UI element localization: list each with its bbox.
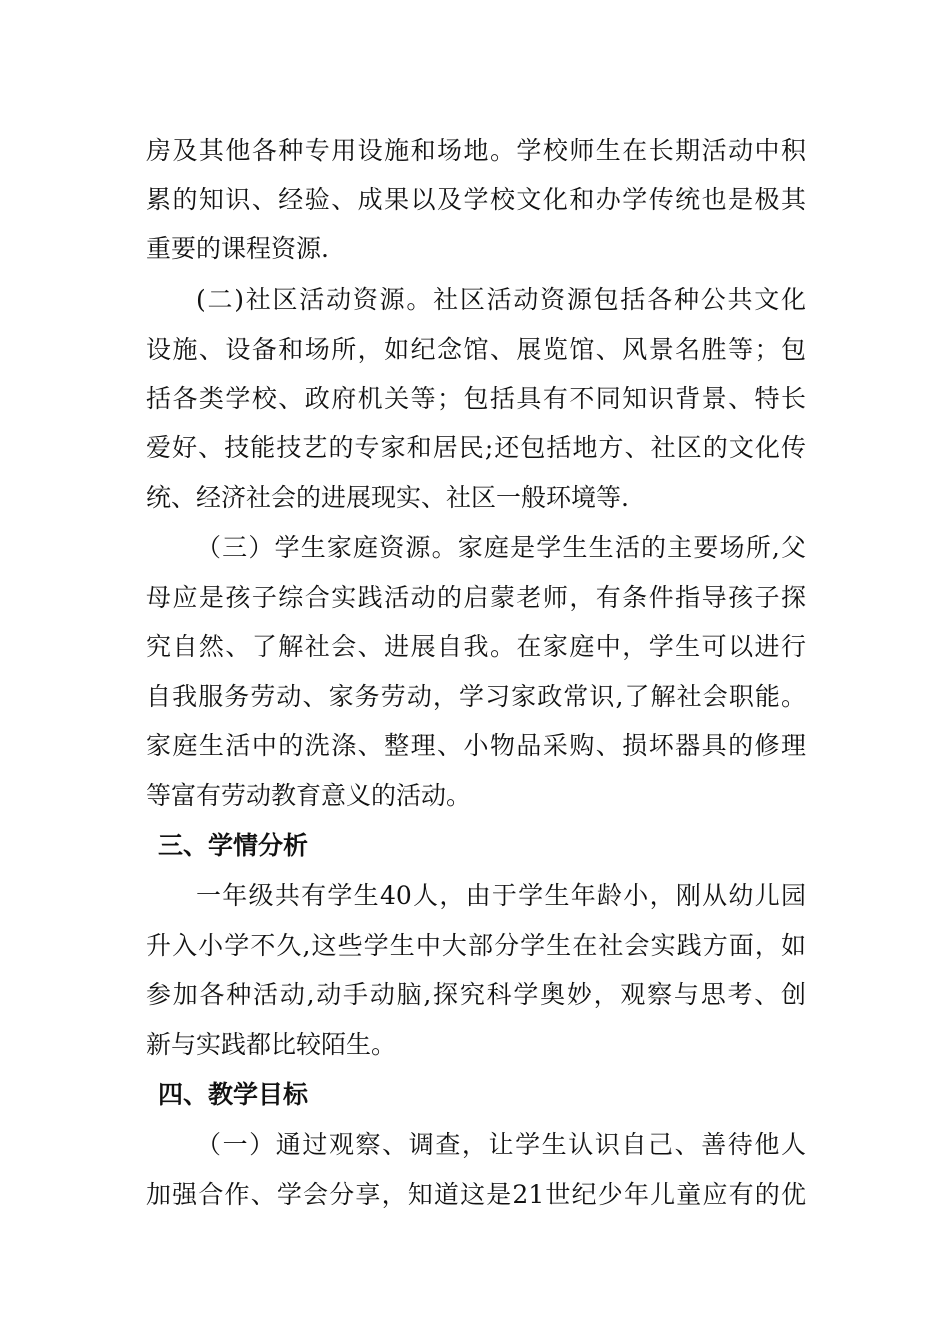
body-line: 重要的课程资源. [146, 234, 329, 263]
section-heading: 四、教学目标 [158, 1080, 309, 1109]
body-line: 家庭生活中的洗涤、整理、小物品采购、损坏器具的修理 [146, 731, 806, 760]
body-line: 加强合作、学会分享，知道这是21世纪少年儿童应有的优 [146, 1180, 806, 1209]
section-heading: 三、学情分析 [158, 831, 309, 860]
body-line: 房及其他各种专用设施和场地。学校师生在长期活动中积 [146, 136, 806, 165]
body-line: 累的知识、经验、成果以及学校文化和办学传统也是极其 [146, 185, 806, 214]
paragraph-first-line: （三）学生家庭资源。家庭是学生生活的主要场所,父 [196, 533, 806, 562]
body-line: 括各类学校、政府机关等；包括具有不同知识背景、特长 [146, 384, 806, 413]
body-line: 参加各种活动,动手动脑,探究科学奥妙，观察与思考、创 [146, 980, 806, 1009]
body-line: 自我服务劳动、家务劳动，学习家政常识,了解社会职能。 [146, 682, 806, 711]
paragraph-first-line: (二)社区活动资源。社区活动资源包括各种公共文化 [196, 285, 806, 314]
paragraph-first-line: （一）通过观察、调查，让学生认识自己、善待他人 [196, 1130, 806, 1159]
body-line: 设施、设备和场所，如纪念馆、展览馆、风景名胜等；包 [146, 335, 806, 364]
body-line: 新与实践都比较陌生。 [146, 1030, 397, 1059]
paragraph-first-line: 一年级共有学生40人，由于学生年龄小，刚从幼儿园 [196, 881, 806, 910]
body-line: 母应是孩子综合实践活动的启蒙老师，有条件指导孩子探 [146, 583, 806, 612]
body-line: 等富有劳动教育意义的活动。 [146, 781, 472, 810]
body-line: 统、经济社会的进展现实、社区一般环境等. [146, 483, 629, 512]
body-line: 爱好、技能技艺的专家和居民;还包括地方、社区的文化传 [146, 433, 806, 462]
body-line: 升入小学不久,这些学生中大部分学生在社会实践方面，如 [146, 931, 806, 960]
body-line: 究自然、了解社会、进展自我。在家庭中，学生可以进行 [146, 632, 806, 661]
